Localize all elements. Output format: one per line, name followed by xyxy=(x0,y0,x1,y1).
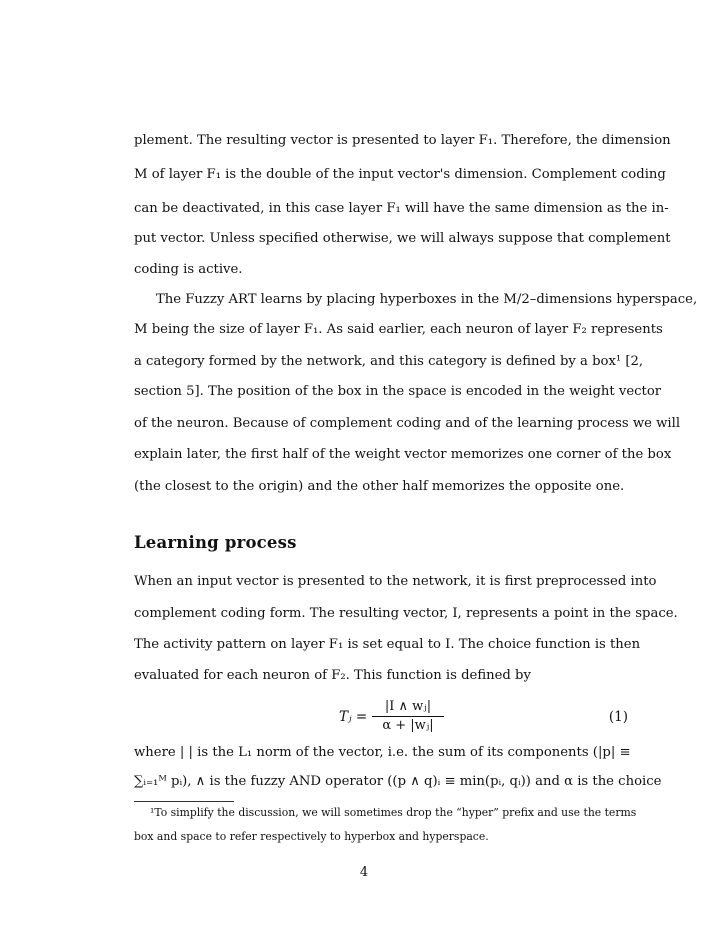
paragraph-3-line-3: The activity pattern on layer F₁ is set equal to I. The choice function is then xyxy=(134,637,641,652)
paragraph-1-line-2: M of layer F₁ is the double of the input vector's dimension. Complement coding xyxy=(134,167,666,182)
paragraph-2-line-5: of the neuron. Because of complement coding and of the learning process we will xyxy=(134,416,681,431)
paragraph-4-line-1: where | | is the L₁ norm of the vector, i.e. the sum of its components (|p| ≡ xyxy=(134,745,631,760)
paragraph-2-line-6: explain later, the first half of the weight vector memorizes one corner of the box xyxy=(134,447,672,462)
page-number: 4 xyxy=(359,865,369,880)
paragraph-2-line-4: section 5]. The position of the box in the space is encoded in the weight vector xyxy=(134,384,662,399)
paragraph-2-line-1: The Fuzzy ART learns by placing hyperboxes in the M/2–dimensions hyperspace, xyxy=(156,292,698,307)
footnote-line-2: box and space to refer respectively to hyperbox and hyperspace. xyxy=(134,830,489,843)
choice-function-equation xyxy=(134,698,628,738)
paragraph-2-line-3: a category formed by the network, and this category is defined by a box¹ [2, xyxy=(134,354,644,369)
equation-denominator: α + |wⱼ| xyxy=(382,718,434,733)
equation-number: (1) xyxy=(608,709,628,725)
paragraph-1-line-1: plement. The resulting vector is presented to layer F₁. Therefore, the dimension xyxy=(134,133,671,148)
equation-fraction xyxy=(370,698,446,735)
paragraph-1-line-4: put vector. Unless specified otherwise, we will always suppose that complement xyxy=(134,231,671,246)
paragraph-1-line-3: can be deactivated, in this case layer F₁ will have the same dimension as the in- xyxy=(134,201,669,216)
paragraph-1-line-5: coding is active. xyxy=(134,262,243,277)
section-heading: Learning process xyxy=(134,533,297,552)
paragraph-2-line-7: (the closest to the origin) and the other half memorizes the opposite one. xyxy=(134,479,625,494)
paragraph-3-line-2: complement coding form. The resulting vector, I, represents a point in the space. xyxy=(134,606,678,621)
footnote-rule xyxy=(134,801,234,802)
footnote-line-1: ¹To simplify the discussion, we will sometimes drop the “hyper” prefix and use the terms xyxy=(150,806,637,819)
paragraph-2-line-2: M being the size of layer F₁. As said earlier, each neuron of layer F₂ represents xyxy=(134,322,663,337)
paragraph-3-line-4: evaluated for each neuron of F₂. This function is defined by xyxy=(134,668,531,683)
paragraph-3-line-1: When an input vector is presented to the network, it is first preprocessed into xyxy=(134,574,657,589)
paragraph-4-line-2: ∑ᵢ₌₁ᴹ pᵢ), ∧ is the fuzzy AND operator ((p ∧ q)ᵢ ≡ min(pᵢ, qᵢ)) and α is the choice xyxy=(134,774,662,789)
equation-numerator: |I ∧ wⱼ| xyxy=(384,699,432,714)
equation-lhs: Tⱼ = xyxy=(339,709,368,725)
